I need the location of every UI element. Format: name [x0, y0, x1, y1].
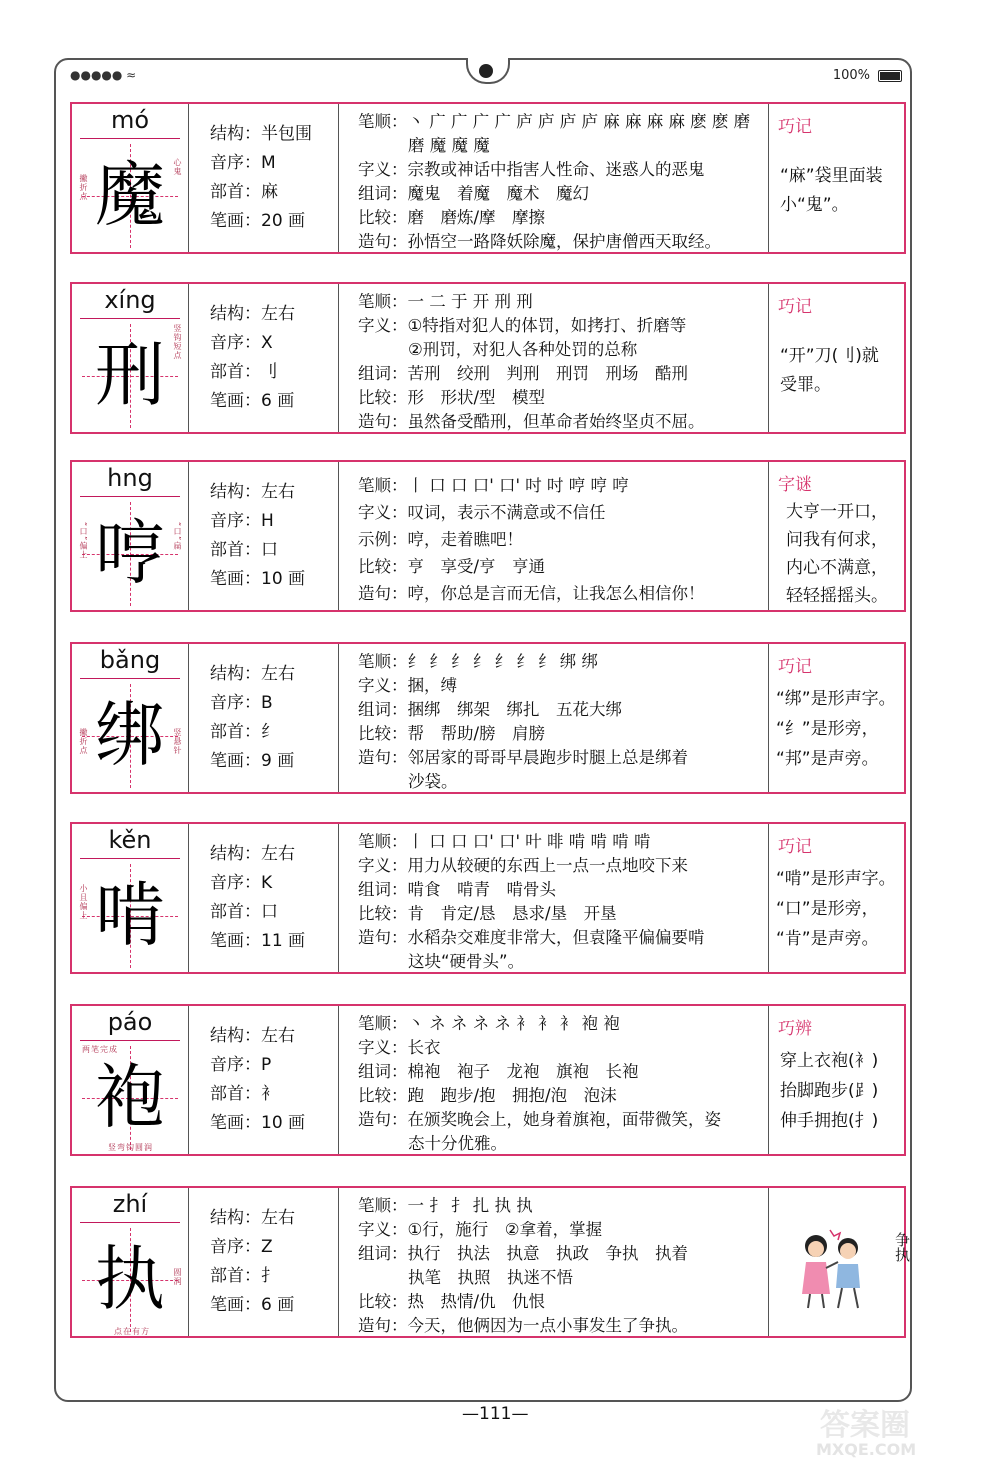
tip-column [770, 104, 904, 252]
tip-column [770, 462, 904, 610]
tip-line: 抬脚跑步(⻊) [780, 1081, 879, 1101]
radical: 部首：口 [210, 540, 278, 560]
example-sentence: 造句：在颁奖晚会上，她身着旗袍，面带微笑，姿 [358, 1110, 721, 1129]
stroke-count: 笔画：20 画 [210, 211, 306, 231]
comparison: 比较：肯 肯定/恳 恳求/垦 开垦 [358, 904, 617, 923]
radical: 部首：口 [210, 902, 278, 922]
stroke-count: 笔画：10 画 [210, 569, 306, 589]
writing-note: 竖悬针 [173, 728, 182, 755]
char-column [72, 462, 189, 610]
illustration-caption: 争执 [893, 1232, 911, 1262]
tip-column [770, 1188, 911, 1336]
phonetic-order: 音序：H [210, 511, 274, 531]
meaning: 字义：宗教或神话中指害人性命、迷惑人的恶鬼 [358, 160, 705, 179]
detail-column [340, 462, 769, 610]
tip-title: 巧记 [778, 657, 812, 677]
tip-line: 受罪。 [780, 375, 831, 395]
example-sentence: 造句：水稻杂交难度非常大，但袁隆平偏偏要啃 [358, 928, 705, 947]
writing-note: 竖弯钩圆润 [108, 1143, 153, 1152]
entry-pao [70, 1004, 906, 1156]
writing-note: 竖钩短点 [173, 324, 182, 360]
word-building-cont: 执笔 执照 执迷不悟 [408, 1268, 573, 1287]
writing-note: 小且偏上 [79, 884, 88, 920]
example: 示例：哼，走着瞧吧！ [358, 530, 523, 549]
structure: 结构：半包围 [210, 124, 312, 144]
stroke-order: 笔顺：一 二 于 开 刑 刑 [358, 292, 533, 311]
info-column [190, 104, 339, 252]
stroke-order: 笔顺：丶 广 广 广 广 庐 庐 庐 庐 麻 麻 麻 麻 麽 麽 磨 [358, 112, 751, 131]
word-building: 组词：魔鬼 着魔 魔术 魔幻 [358, 184, 589, 203]
writing-note: “口”偏上 [79, 522, 88, 560]
tianzige [82, 1228, 178, 1332]
word-building: 组词：捆绑 绑架 绑扎 五花大绑 [358, 700, 622, 719]
char-column [72, 284, 189, 432]
example-sentence-cont: 沙袋。 [408, 772, 458, 791]
phonetic-order: 音序：K [210, 873, 273, 893]
stroke-count: 笔画：9 画 [210, 751, 295, 771]
tip-title: 巧记 [778, 837, 812, 857]
tip-column [770, 284, 904, 432]
meaning: 字义：叹词，表示不满意或不信任 [358, 503, 606, 522]
stroke-order: 笔顺：一 扌 扌 扎 执 执 [358, 1196, 533, 1215]
char-column [72, 1006, 189, 1154]
entry-mo [70, 102, 906, 254]
structure: 结构：左右 [210, 482, 295, 502]
stroke-order: 笔顺：丨 口 口 口' 口' 叶 啡 啃 啃 啃 啃 [358, 832, 651, 851]
pinyin: bǎng [99, 646, 161, 674]
tip-line: “纟”是形旁， [776, 719, 879, 739]
character: 哼 [95, 512, 165, 594]
comparison: 比较：亨 享受/亨 亨通 [358, 557, 546, 576]
writing-note: 两笔完成 [82, 1045, 118, 1054]
word-building: 组词：执行 执法 执意 执政 争执 执着 [358, 1244, 688, 1263]
tip-line: “绑”是形声字。 [776, 689, 896, 709]
character: 刑 [95, 334, 165, 416]
structure: 结构：左右 [210, 844, 295, 864]
writing-note: 撇折点 [79, 728, 88, 755]
two-kids-arguing-illustration [788, 1222, 878, 1312]
writing-note: 点在有方 [114, 1327, 150, 1336]
radical: 部首：扌 [210, 1266, 278, 1286]
stroke-count: 笔画：6 画 [210, 391, 295, 411]
tip-line: 大亨一开口， [786, 502, 888, 522]
battery-icon [878, 70, 902, 82]
tip-line: 伸手拥抱(扌) [780, 1111, 879, 1131]
tianzige [82, 864, 178, 968]
detail-column [340, 644, 769, 792]
entry-xing [70, 282, 906, 434]
info-column [190, 1006, 339, 1154]
writing-note: 撇折点 [79, 174, 88, 201]
comparison: 比较：热 热情/仇 仇恨 [358, 1292, 546, 1311]
page-number: —111— [462, 1404, 529, 1424]
stroke-count: 笔画：10 画 [210, 1113, 306, 1133]
word-building: 组词：棉袍 袍子 龙袍 旗袍 长袍 [358, 1062, 639, 1081]
phonetic-order: 音序：X [210, 333, 273, 353]
detail-column [340, 1188, 769, 1336]
meaning-cont: ②刑罚，对犯人各种处罚的总称 [408, 340, 638, 359]
example-sentence: 造句：虽然备受酷刑，但革命者始终坚贞不屈。 [358, 412, 705, 431]
tianzige [82, 684, 178, 788]
word-building: 组词：啃食 啃青 啃骨头 [358, 880, 556, 899]
example-sentence: 造句：邻居家的哥哥早晨跑步时腿上总是绑着 [358, 748, 688, 767]
stroke-count: 笔画：6 画 [210, 1295, 295, 1315]
entry-bang [70, 642, 906, 794]
tianzige [82, 502, 178, 606]
tip-line: “啃”是形声字。 [776, 869, 896, 889]
tip-line: 轻轻摇摇头。 [786, 586, 888, 606]
battery-percent: 100% [832, 68, 870, 83]
example-sentence: 造句：今天，他俩因为一点小事发生了争执。 [358, 1316, 688, 1335]
example-sentence: 造句：孙悟空一路降妖除魔，保护唐僧西天取经。 [358, 232, 721, 251]
tip-title: 巧辨 [778, 1019, 812, 1039]
comparison: 比较：磨 磨炼/摩 摩擦 [358, 208, 546, 227]
character: 啃 [95, 874, 165, 956]
radical: 部首：麻 [210, 182, 278, 202]
phonetic-order: 音序：M [210, 153, 276, 173]
character: 袍 [95, 1056, 165, 1138]
tip-line: 小“鬼”。 [780, 195, 849, 215]
tip-line: 问我有何求， [786, 530, 888, 550]
stroke-order-cont: 磨 魔 魔 魔 [408, 136, 490, 155]
comparison: 比较：形 形状/型 模型 [358, 388, 546, 407]
tianzige [82, 144, 178, 248]
meaning: 字义：捆，缚 [358, 676, 457, 695]
writing-note: 圆润 [173, 1268, 182, 1286]
writing-note: “口”扁 [173, 522, 182, 551]
detail-column [340, 284, 769, 432]
stroke-count: 笔画：11 画 [210, 931, 306, 951]
character: 绑 [95, 694, 165, 776]
structure: 结构：左右 [210, 664, 295, 684]
phonetic-order: 音序：Z [210, 1237, 273, 1257]
tip-column [770, 644, 904, 792]
tip-title: 巧记 [778, 297, 812, 317]
tip-title: 巧记 [778, 117, 812, 137]
tip-line: 内心不满意， [786, 558, 888, 578]
phonetic-order: 音序：P [210, 1055, 272, 1075]
char-column [72, 1188, 189, 1336]
stroke-order: 笔顺：丨 口 口 口' 口' 吋 吋 哼 哼 哼 [358, 476, 629, 495]
meaning: 字义：①特指对犯人的体罚，如拷打、折磨等 [358, 316, 687, 335]
pinyin: kěn [108, 826, 152, 854]
tip-line: “口”是形旁， [776, 899, 879, 919]
stroke-order: 笔顺：纟 纟 纟 纟 纟 纟 纟 绑 绑 [358, 652, 598, 671]
radical: 部首：刂 [210, 362, 278, 382]
tip-line: “开”刀(刂)就 [780, 346, 879, 366]
character: 执 [95, 1238, 165, 1320]
tianzige [82, 1046, 178, 1150]
tianzige [82, 324, 178, 428]
structure: 结构：左右 [210, 1026, 295, 1046]
structure: 结构：左右 [210, 1208, 295, 1228]
example-sentence: 造句：哼，你总是言而无信，让我怎么相信你！ [358, 584, 705, 603]
tip-line: “麻”袋里面装 [780, 166, 883, 186]
info-column [190, 1188, 339, 1336]
tip-line: 穿上衣袍(衤) [780, 1051, 879, 1071]
tip-column [770, 1006, 904, 1154]
pinyin: xíng [104, 286, 156, 314]
character: 魔 [95, 154, 165, 236]
info-column [190, 462, 339, 610]
info-column [190, 644, 339, 792]
meaning: 字义：用力从较硬的东西上一点一点地咬下来 [358, 856, 688, 875]
watermark-site: MXQE.COM [816, 1440, 917, 1459]
tip-line: “邦”是声旁。 [776, 749, 879, 769]
status-bar [56, 60, 910, 92]
char-column [72, 644, 189, 792]
radical: 部首：纟 [210, 722, 278, 742]
radical: 部首：衤 [210, 1084, 278, 1104]
tip-title: 字谜 [778, 475, 812, 495]
pinyin: páo [107, 1008, 153, 1036]
stroke-order: 笔顺：丶 ネ ネ ネ ネ 衤 衤 衤 袍 袍 [358, 1014, 620, 1033]
pinyin: mó [110, 106, 150, 134]
comparison: 比较：跑 跑步/抱 拥抱/泡 泡沫 [358, 1086, 617, 1105]
entry-zhi [70, 1186, 911, 1338]
signal-icon: ●●●●● ≈ [70, 68, 137, 82]
entry-hng [70, 460, 906, 612]
word-building: 组词：苦刑 绞刑 判刑 刑罚 刑场 酷刑 [358, 364, 688, 383]
phonetic-order: 音序：B [210, 693, 273, 713]
detail-column [340, 1006, 769, 1154]
camera-icon [479, 64, 493, 78]
meaning: 字义：长衣 [358, 1038, 441, 1057]
char-column [72, 104, 189, 252]
structure: 结构：左右 [210, 304, 295, 324]
char-column [72, 824, 189, 972]
example-sentence-cont: 这块“硬骨头”。 [408, 952, 525, 971]
watermark-logo: 答案圈 [820, 1408, 910, 1443]
meaning: 字义：①行，施行 ②拿着，掌握 [358, 1220, 603, 1239]
detail-column [340, 104, 769, 252]
pinyin: hng [107, 464, 153, 492]
tip-line: “肯”是声旁。 [776, 929, 879, 949]
pinyin: zhí [112, 1190, 148, 1218]
entry-ken [70, 822, 906, 974]
info-column [190, 284, 339, 432]
info-column [190, 824, 339, 972]
comparison: 比较：帮 帮助/膀 肩膀 [358, 724, 546, 743]
tip-column [770, 824, 904, 972]
detail-column [340, 824, 769, 972]
writing-note: 心鬼 [173, 158, 182, 176]
example-sentence-cont: 态十分优雅。 [408, 1134, 507, 1153]
